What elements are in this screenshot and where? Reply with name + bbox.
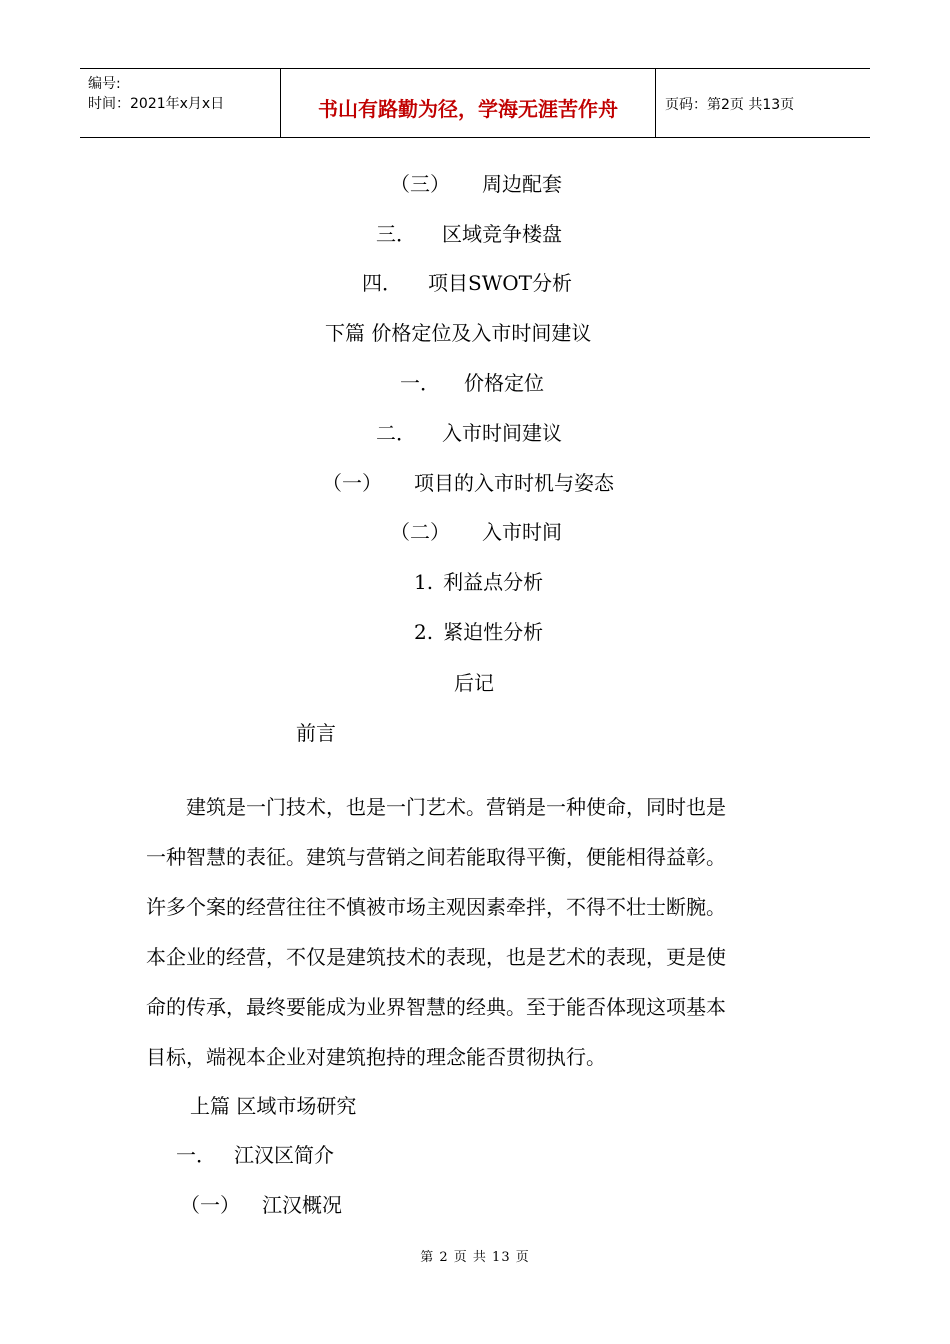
toc-num: 四．: [362, 271, 402, 295]
section-num: 一．: [176, 1143, 216, 1167]
header-motto: 书山有路勤为径，学海无涯苦作舟: [318, 97, 618, 121]
preface-title: 前言: [296, 721, 336, 745]
section-title: 上篇 区域市场研究: [190, 1094, 357, 1118]
section-item: [180, 1193, 342, 1217]
toc-num: （一）: [322, 471, 382, 495]
toc-item: [414, 570, 543, 594]
paragraph-line: 命的传承，最终要能成为业界智慧的经典。至于能否体现这项基本: [146, 995, 726, 1019]
toc-item: [376, 421, 562, 445]
header-page-label: 页码：第2页 共13页: [665, 97, 795, 113]
header-divider: [655, 69, 656, 137]
toc-item: [376, 222, 562, 246]
date-label: 时间：2021年x月x日: [88, 96, 225, 112]
toc-text: 入市时间: [482, 520, 562, 544]
toc-text: 区域竞争楼盘: [442, 222, 562, 246]
toc-text: 利益点分析: [443, 570, 544, 594]
toc-num: （三）: [390, 172, 450, 196]
toc-num: 三．: [376, 222, 416, 246]
toc-item: [414, 620, 543, 644]
toc-text: 紧迫性分析: [443, 620, 544, 644]
toc-text: 后记: [454, 671, 494, 695]
toc-text: 入市时间建议: [442, 421, 562, 445]
section-item: [176, 1143, 334, 1167]
toc-text: 价格定位: [464, 371, 544, 395]
toc-item: [390, 520, 562, 544]
paragraph-line: 建筑是一门技术，也是一门艺术。营销是一种使命，同时也是: [146, 795, 726, 819]
toc-num: 一．: [400, 371, 440, 395]
toc-item: [322, 471, 614, 495]
number-label: 编号:: [88, 76, 121, 92]
toc-num: 1.: [414, 570, 434, 594]
toc-num: 2.: [414, 620, 434, 644]
paragraph-line: 本企业的经营，不仅是建筑技术的表现，也是艺术的表现，更是使: [146, 945, 726, 969]
toc-part-title: [325, 321, 591, 345]
toc-item: [390, 172, 562, 196]
toc-text: 下篇 价格定位及入市时间建议: [325, 321, 592, 345]
paragraph-line: 目标，端视本企业对建筑抱持的理念能否贯彻执行。: [146, 1045, 606, 1069]
toc-text: 项目的入市时机与姿态: [414, 471, 614, 495]
section-text: 江汉概况: [262, 1193, 342, 1217]
toc-num: （二）: [390, 520, 450, 544]
toc-text: 项目SWOT分析: [428, 271, 572, 295]
section-text: 江汉区简介: [234, 1143, 334, 1167]
page-footer: 第 2 页 共 13 页: [420, 1250, 530, 1265]
preface-paragraph: [146, 782, 816, 1082]
toc-num: 二．: [376, 421, 416, 445]
toc-text: 周边配套: [482, 172, 562, 196]
page-header: [80, 68, 870, 138]
toc-item: [362, 271, 572, 295]
section-num: （一）: [180, 1193, 240, 1217]
toc-item: [454, 671, 494, 695]
toc-item: [400, 371, 544, 395]
header-meta: [80, 69, 280, 137]
paragraph-line: 许多个案的经营往往不慎被市场主观因素牵拌，不得不壮士断腕。: [146, 895, 726, 919]
paragraph-line: 一种智慧的表征。建筑与营销之间若能取得平衡，便能相得益彰。: [146, 845, 726, 869]
